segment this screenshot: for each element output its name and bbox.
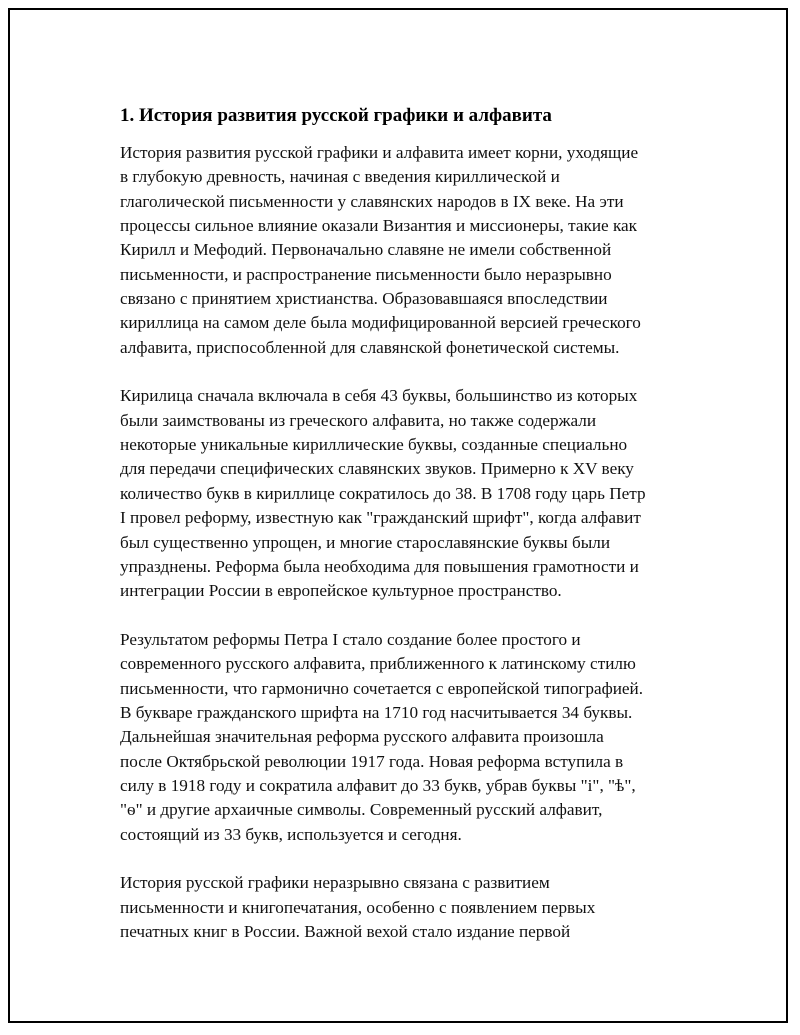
text-line: История развития русской графики и алфавита имеет корни, уходящие [120,143,639,162]
text-line: письменности, и распространение письменности было неразрывно [120,264,612,284]
document-body [120,103,710,944]
text-line: современного русского алфавита, приближенного к латинскому стилю [120,654,636,674]
text-line: силу в 1918 году и сократила алфавит до 33 букв, убрав буквы "і", "ѣ", [120,775,636,795]
text-line: был существенно упрощен, и многие старославянские буквы были [120,532,611,552]
text-line: I провел реформу, известную как "гражданский шрифт", когда алфавит [120,508,641,528]
text-line: История русской графики неразрывно связана с развитием [120,873,550,893]
text-line: процессы сильное влияние оказали Византия и миссионеры, такие как [120,216,638,236]
text-line: глаголической письменности у славянских народов в IX веке. На эти [120,191,624,211]
page-frame [8,8,788,1023]
text-line: Дальнейшая значительная реформа русского алфавита произошла [120,727,604,747]
document-title: 1. История развития русской графики и алфавита [120,105,552,126]
paragraph-4 [120,871,710,944]
text-line: Результатом реформы Петра I стало создание более простого и [120,629,581,649]
text-line: некоторые уникальные кириллические буквы, созданные специально [120,435,628,455]
text-line: после Октябрьской революции 1917 года. Новая реформа вступила в [120,751,624,771]
text-line: интеграции России в европейское культурное пространство. [120,581,562,601]
text-line: в глубокую древность, начиная с введения кириллической и [120,167,560,187]
text-line: Кирилл и Мефодий. Первоначально славяне не имели собственной [120,240,612,260]
text-line: печатных книг в России. Важной вехой стало издание первой [120,922,571,941]
text-line: состоящий из 33 букв, используется и сегодня. [120,824,462,844]
text-line: были заимствованы из греческого алфавита, но также содержали [120,410,597,430]
paragraph-3 [120,628,710,847]
paragraph-1 [120,141,710,360]
text-line: упразднены. Реформа была необходима для повышения грамотности и [120,556,639,576]
text-line: письменности и книгопечатания, особенно с появлением первых [120,897,596,917]
text-line: количество букв в кириллице сократилось до 38. В 1708 году царь Петр [120,483,646,503]
text-line: для передачи специфических славянских звуков. Примерно к XV веку [120,459,634,479]
text-line: письменности, что гармонично сочетается с европейской типографией. [120,678,644,698]
text-line: В букваре гражданского шрифта на 1710 год насчитывается 34 буквы. [120,702,633,722]
text-line: кириллица на самом деле была модифицированной версией греческого [120,313,641,333]
paragraph-2 [120,384,710,603]
text-line: "ѳ" и другие архаичные символы. Современный русский алфавит, [120,800,603,820]
text-line: связано с принятием христианства. Образовавшаяся впоследствии [120,289,608,309]
text-line: Кирилица сначала включала в себя 43 буквы, большинство из которых [120,386,638,406]
text-line: алфавита, приспособленной для славянской фонетической системы. [120,337,620,357]
